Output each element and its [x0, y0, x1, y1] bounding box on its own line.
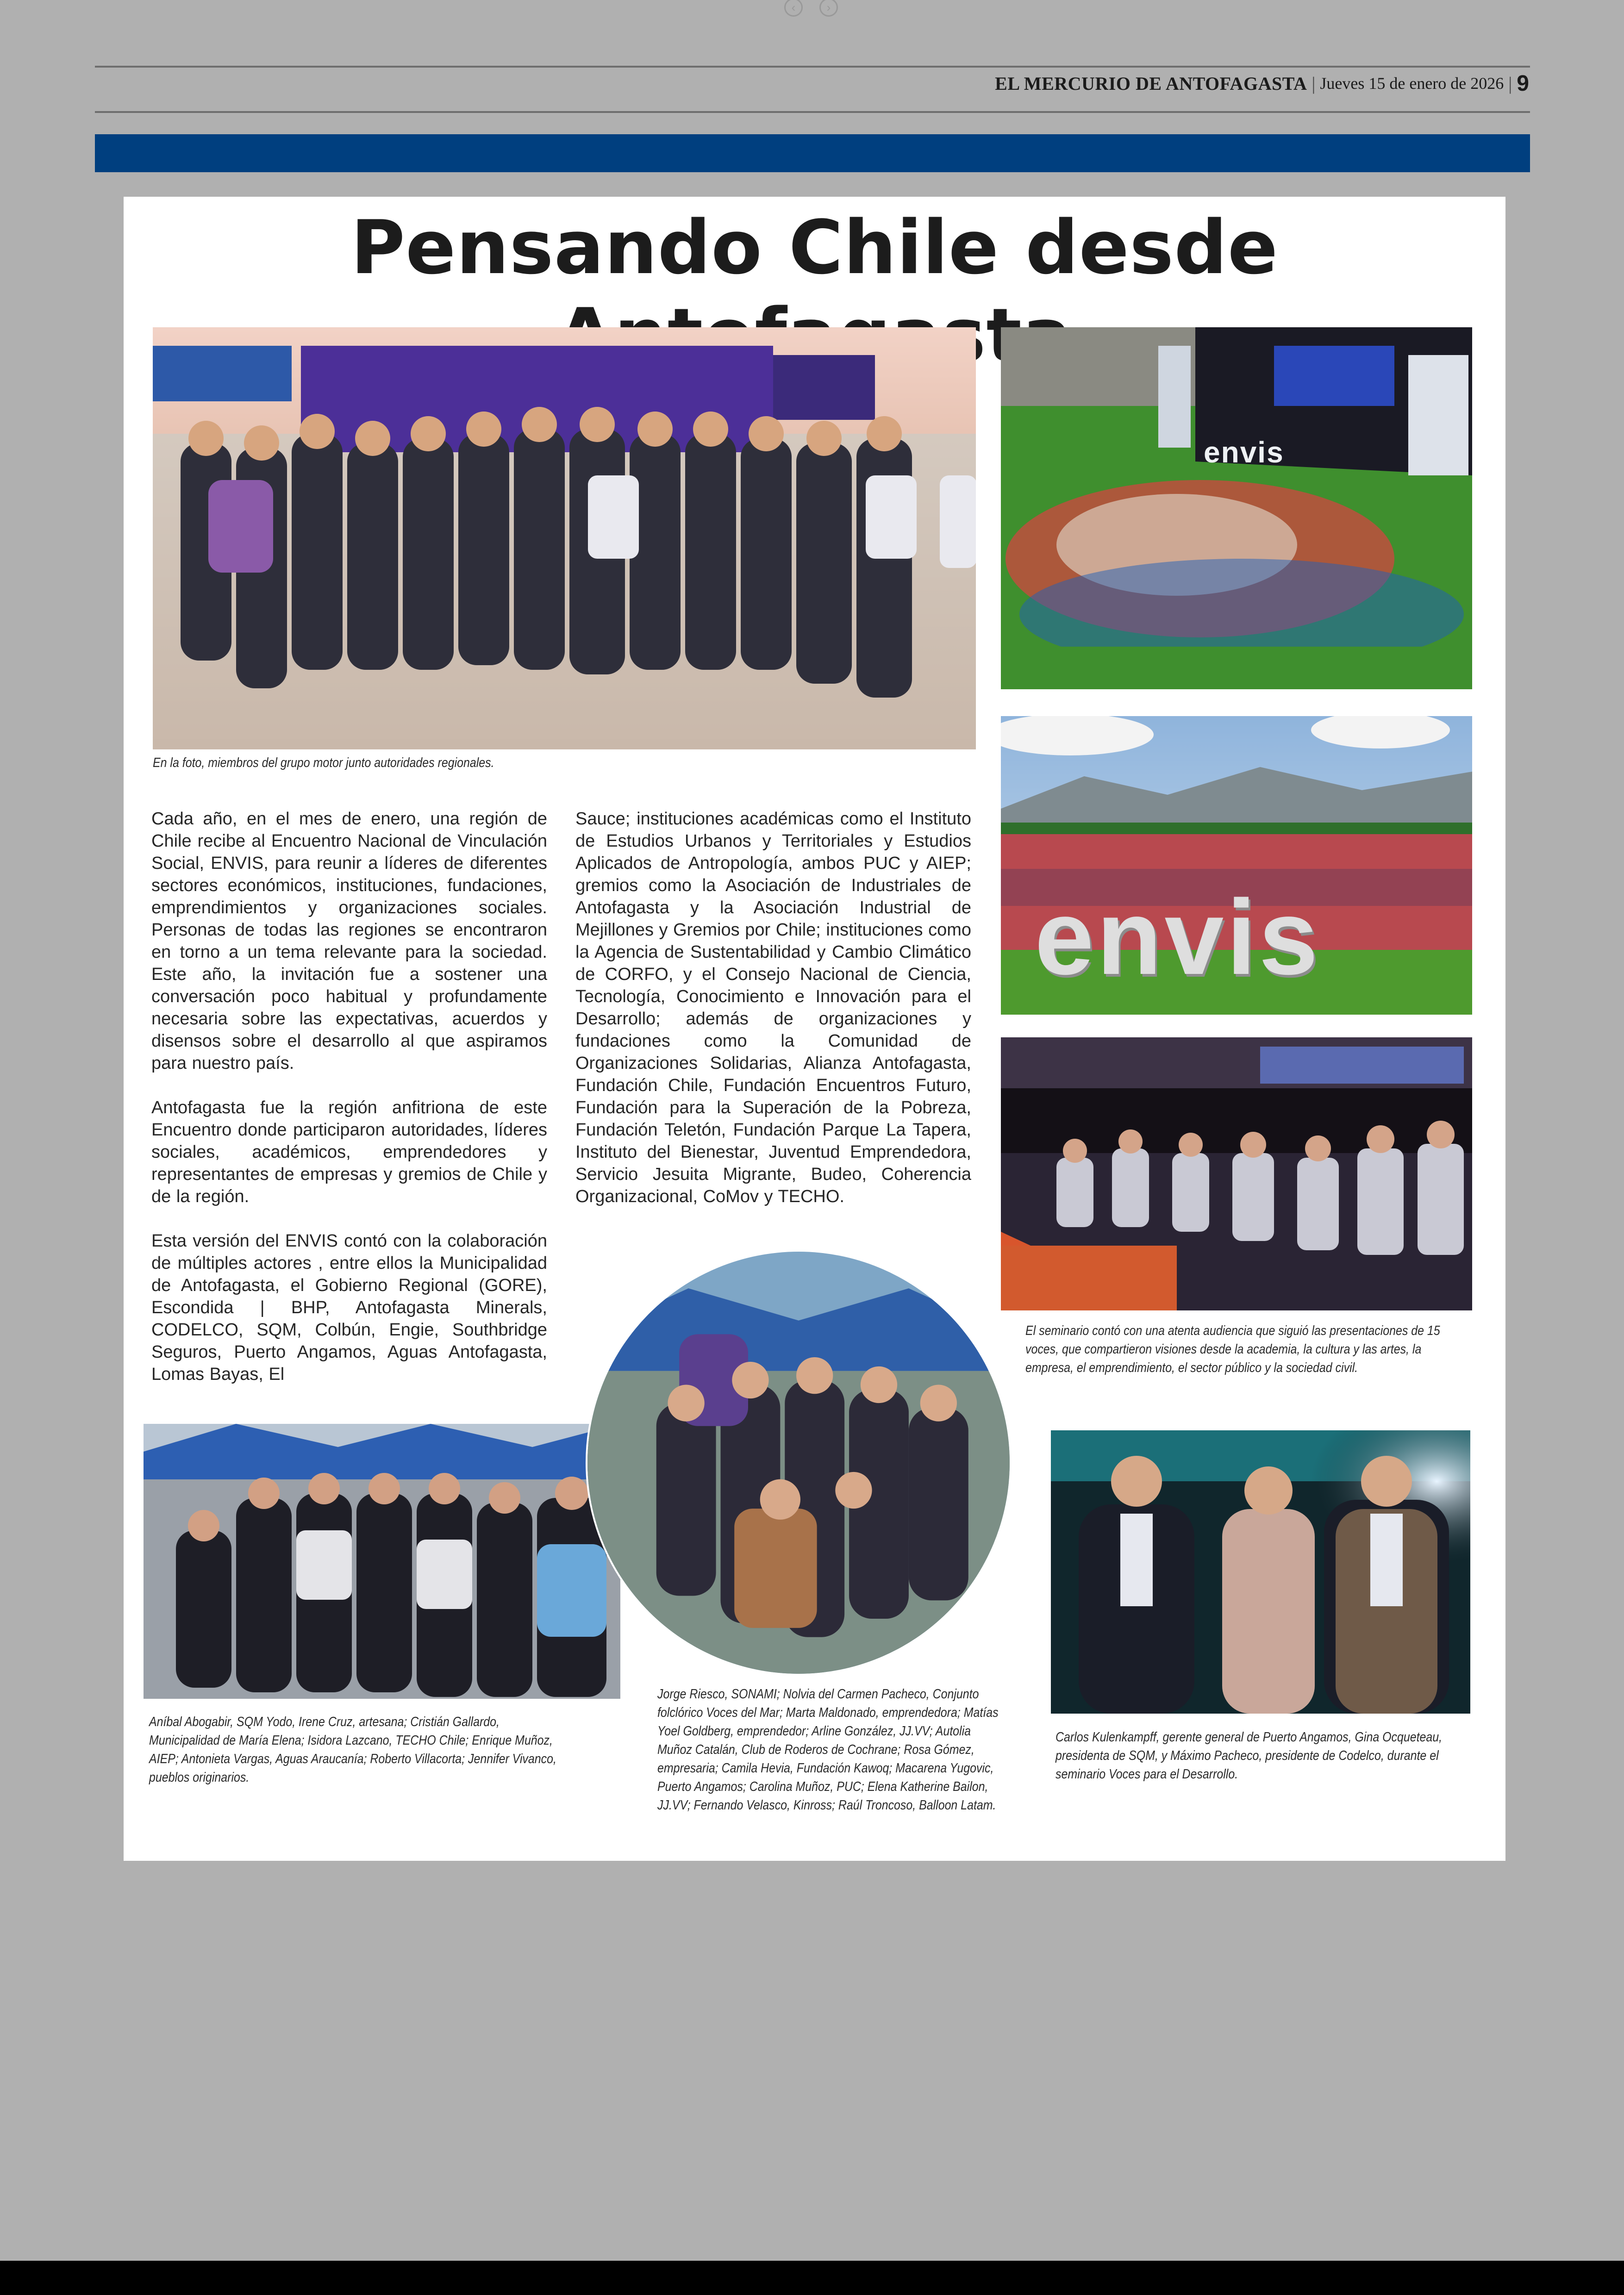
- newspaper-name: EL MERCURIO DE ANTOFAGASTA: [995, 73, 1307, 94]
- article-body-column-2: [575, 808, 971, 1230]
- caption-main-group: En la foto, miembros del grupo motor junto autoridades regionales.: [153, 755, 494, 770]
- header-top-rule: [95, 66, 1530, 68]
- photo-aerial-stage: [1001, 327, 1472, 689]
- header-bottom-rule: [95, 111, 1530, 113]
- body-paragraph: Sauce; instituciones académicas como el Instituto de Estudios Urbanos y Territoriales y Estudios Aplicados de Antropología, ambos PUC y AIEP; gremios como la Asociación de Industriales de Antofagasta y la Asociación Industrial de Mejillones y Gremios por Chile; instituciones como la Agencia de Sustentabilidad y Cambio Climático de CORFO, y el Consejo Nacional de Ciencia, Tecnología, Conocimiento e Innovación para el Desarrollo; además de organizaciones y fundaciones como la Comunidad de Organizaciones Solidarias, Alianza Antofagasta, Fundación Chile, Fundación Encuentros Futuro, Fundación para la Superación de la Pobreza, Fundación Teletón, Fundación Parque La Tapera, Instituto del Bienestar, Juventud Emprendedora, Servicio Jesuita Migrante, Budeo, Coherencia Organizacional, CoMov y TECHO.: [575, 809, 971, 1206]
- article-body-column-1: [151, 808, 547, 1408]
- envis-letters-sculpture: envis: [1035, 878, 1321, 997]
- masthead-separator: |: [1312, 73, 1316, 94]
- masthead: [995, 69, 1529, 97]
- body-paragraph: Esta versión del ENVIS contó con la colaboración de múltiples actores , entre ellos la Municipalidad de Antofagasta, el Gobierno Regional (GORE), Escondida | BHP, Antofagasta Minerals, CODELCO, SQM, Colbún, Engie, Southbridge Seguros, Puerto Angamos, Aguas Antofagasta, Lomas Bayas, El: [151, 1231, 547, 1384]
- viewer-bottom-bar: [0, 2261, 1624, 2295]
- prev-page-button[interactable]: ‹: [784, 0, 803, 17]
- caption-trio: Carlos Kulenkampff, gerente general de Puerto Angamos, Gina Ocqueteau, presidenta de SQM, y Máximo Pacheco, presidente de Codelco, durante el seminario Voces para el Desarrollo.: [1056, 1730, 1443, 1782]
- section-color-band: [95, 134, 1530, 172]
- photo-auditorium: [1001, 1037, 1472, 1310]
- caption-group-tents: Aníbal Abogabir, SQM Yodo, Irene Cruz, artesana; Cristián Gallardo, Municipalidad de María Elena; Isidora Lazcano, TECHO Chile; Enrique Muñoz, AIEP; Antonieta Vargas, Aguas Araucanía; Roberto Villacorta; Jennifer Vivanco, pueblos originarios.: [149, 1715, 556, 1785]
- headline: Pensando Chile desde: [350, 204, 1279, 291]
- page-number: 9: [1517, 71, 1529, 96]
- next-page-button[interactable]: ›: [819, 0, 838, 17]
- body-paragraph: Cada año, en el mes de enero, una región de Chile recibe al Encuentro Nacional de Vinculación Social, ENVIS, para reunir a líderes de diferentes sectores económicos, instituciones, fundaciones, emprendimientos y organizaciones sociales. Personas de todas las regiones se encontraron en torno a un tema relevante para la sociedad. Este año, la invitación fue a sostener una conversación poco habitual y profundamente necesaria sobre las expectativas, acuerdos y disensos sobre el desarrollo al que aspiramos para nuestro país.: [151, 809, 547, 1073]
- caption-circle-group: Jorge Riesco, SONAMI; Nolvia del Carmen Pacheco, Conjunto folclórico Voces del Mar; Marta Maldonado, emprendedora; Matías Yoel Goldberg, emprendedor; Arline González, JJ.VV; Autolia Muñoz Catalán, Club de Roderos de Cochrane; Rosa Gómez, empresaria; Camila Hevia, Fundación Kawoq; Macarena Yugovic, Puerto Angamos; Carolina Muñoz, PUC; Elena Katherine Bailon, JJ.VV; Fernando Velasco, Kinross; Raúl Troncoso, Balloon Latam.: [657, 1687, 999, 1813]
- issue-date: Jueves 15 de enero de 2026: [1320, 74, 1504, 93]
- photo-main-group: [153, 327, 976, 749]
- photo-circle-group: [586, 1250, 1012, 1676]
- caption-auditorium: El seminario contó con una atenta audiencia que siguió las presentaciones de 15 voces, que compartieron visiones desde la academia, la cultura y las artes, la empresa, el emprendimiento, el sector público y la sociedad civil.: [1025, 1323, 1440, 1375]
- body-paragraph: Antofagasta fue la región anfitriona de este Encuentro donde participaron autoridades, líderes sociales, académicos, emprendedores y representantes de empresas y gremios de Chile y de la región.: [151, 1098, 547, 1206]
- photo-group-tents: [144, 1424, 620, 1699]
- photo-trio: [1051, 1430, 1470, 1714]
- stage-logo-text: envis: [1204, 436, 1284, 469]
- masthead-separator: |: [1508, 73, 1512, 94]
